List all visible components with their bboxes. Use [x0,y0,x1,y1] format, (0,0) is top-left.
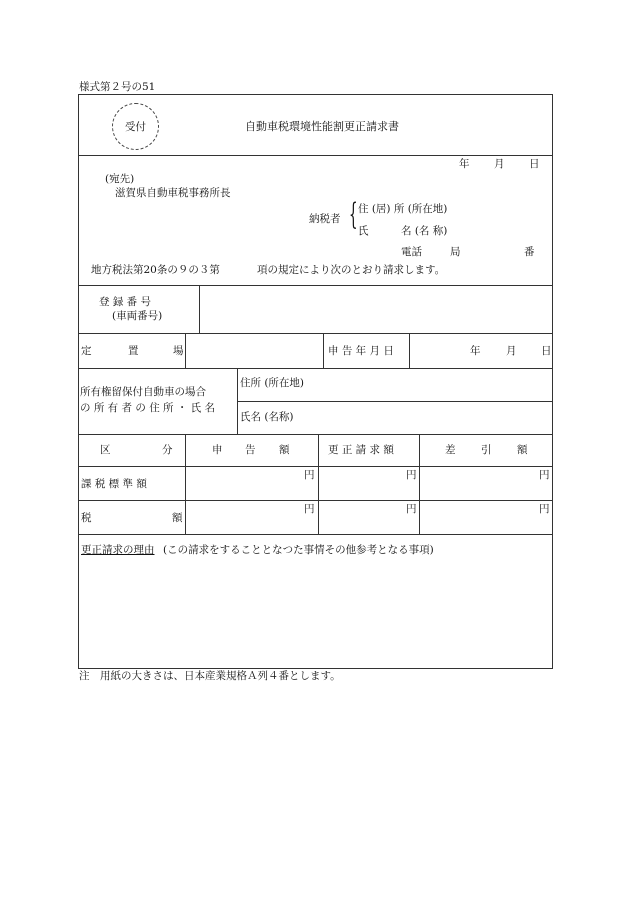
reason-field[interactable] [84,564,546,662]
divider-location-bottom [78,368,553,369]
taxpayer-name-label-1: 氏 [358,225,369,237]
registration-number-field[interactable] [210,302,540,318]
form-number: 様式第２号の51 [79,81,156,93]
tax-amount-difference-field[interactable] [426,515,546,529]
yen-mark: 円 [406,469,417,481]
yen-mark: 円 [304,469,315,481]
footnote-mark: 注 [79,670,90,682]
owner-name-field[interactable] [320,408,545,424]
divider-row-2 [78,534,553,535]
owner-label-line2: の 所 有 者 の 住 所 ・ 氏 名 [80,402,216,414]
yen-mark: 円 [304,503,315,515]
owner-address-field[interactable] [320,374,545,390]
divider-location [185,333,186,368]
yen-mark: 円 [539,469,550,481]
location-field[interactable] [192,342,317,358]
registration-label [99,297,179,308]
taxpayer-address-label: 住 (居) 所 (所在地) [358,203,448,215]
footnote-text: 用紙の大きさは、日本産業規格Ａ列４番とします。 [100,670,341,682]
owner-label-line1: 所有権留保付自動車の場合 [80,386,206,398]
reception-stamp-label: 受付 [125,121,146,133]
taxpayer-brace: { [349,197,358,232]
reason-note: (この請求をすることとなつた事情その他参考となる事項) [163,544,434,556]
addressee-prefix: (宛先) [105,173,135,185]
report-date-month: 月 [506,345,517,357]
registration-label-text: 登 録 番 号 [99,296,152,308]
divider-col-1 [185,434,186,534]
divider-registration [199,285,200,333]
form-title: 自動車税環境性能割更正請求書 [245,120,399,133]
divider-col-3 [419,434,420,534]
phone-number-label: 番 [524,246,535,258]
addressee-office: 滋賀県自動車税事務所長 [115,187,231,199]
row-label-taxable-standard: 課 税 標 準 額 [81,478,147,490]
reason-label: 更正請求の理由 [81,544,155,556]
yen-mark: 円 [539,503,550,515]
divider-row-1 [78,500,553,501]
date-day-label: 日 [529,158,540,170]
owner-name-label: 氏名 (名称) [240,411,294,423]
phone-label: 電話 [401,246,422,258]
taxable-standard-declared-field[interactable] [192,481,312,495]
yen-mark: 円 [406,503,417,515]
divider-report-date-left [323,333,324,368]
date-year-label: 年 [459,158,470,170]
divider-col-2 [318,434,319,534]
owner-address-label: 住所 (所在地) [240,377,305,389]
taxpayer-name-label-2: 名 (名 称) [401,225,448,237]
law-statement-part1: 地方税法第20条の９の３第 [91,264,220,276]
law-statement-part2: 項の規定により次のとおり請求します。 [257,264,446,276]
phone-exchange-label: 局 [450,246,461,258]
form-page: 様式第２号の51 受付 自動車税環境性能割更正請求書 年 月 日 (宛先) 滋賀県自動車税事務所長 納税者 { 住 (居) 所 (所在地) 氏 名 (名 称) 電話 局 番 地方税法第20条の９の３第 項の規定により次のとおり請求します。 登 録 番 号 (車両番号) 定 置 場 申 告 年 月 日 年 月 日 所有権留保付自動車の場合 の 所 有 者 の 住 所 ・ 氏 名 住所 (所在地) 氏名 (名称) 区 分 申 告 額 更 正 請 求 額 差 引 額 課 税 標 準 額 円 円 円 税 額 円 円 円 更正請求の理由 (この請求をすることとなつた事情その他参考となる事項) 注 用紙の大きさは、日本産業規格Ａ列４番とします。 [79,81,552,682]
divider-owner-bottom [78,434,553,435]
reception-stamp-area [112,103,159,150]
taxable-standard-requested-field[interactable] [325,481,413,495]
divider-registration-bottom [78,333,553,334]
divider-header-row [78,466,553,467]
registration-sublabel: (車両番号) [112,310,163,322]
tax-amount-declared-field[interactable] [192,515,312,529]
date-month-label: 月 [494,158,505,170]
divider-header [78,155,553,156]
header-requested: 更 正 請 求 額 [328,444,394,456]
taxable-standard-difference-field[interactable] [426,481,546,495]
taxpayer-label: 納税者 [309,213,341,225]
report-date-year: 年 [470,345,481,357]
divider-report-date-right [409,333,410,368]
report-date-day: 日 [541,345,552,357]
divider-law [78,285,553,286]
report-date-label: 申 告 年 月 日 [328,345,394,357]
divider-owner-mid [237,401,553,402]
tax-amount-requested-field[interactable] [325,515,413,529]
